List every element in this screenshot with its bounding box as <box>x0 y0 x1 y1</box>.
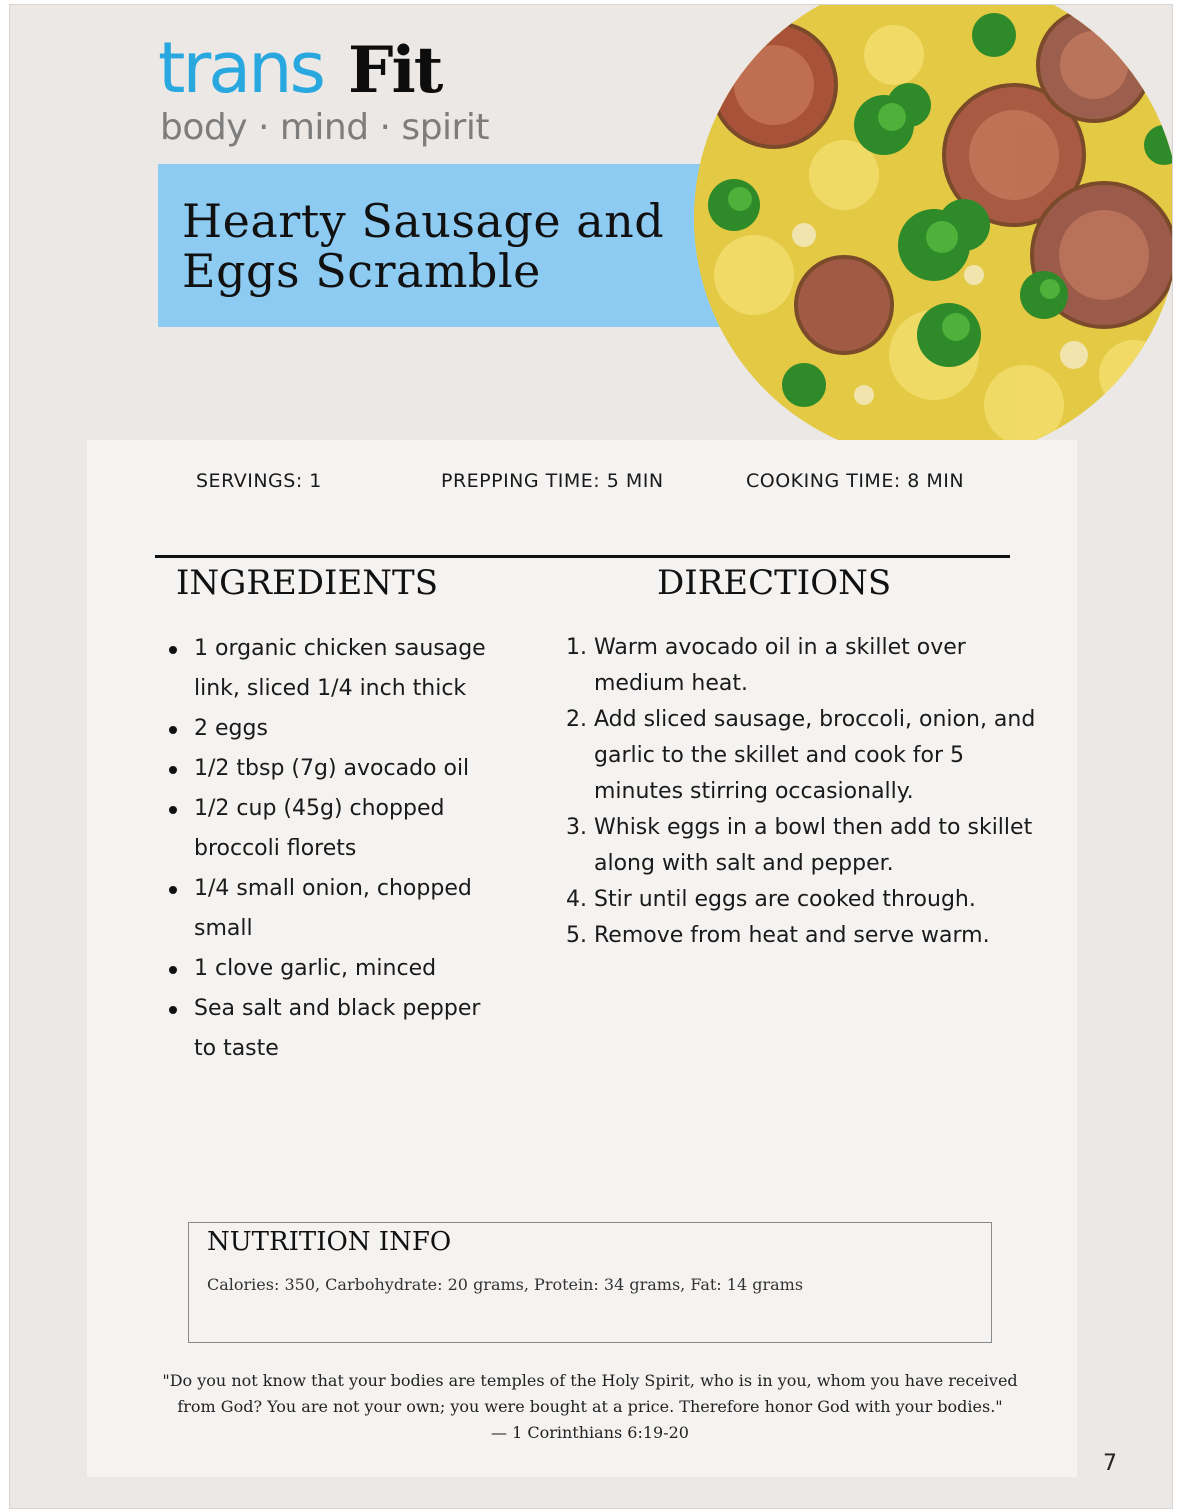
step-number: 4. <box>566 887 587 912</box>
direction-step <box>566 702 1046 810</box>
recipe-title-line2: Eggs Scramble <box>182 244 541 298</box>
quote-line: "Do you not know that your bodies are temples of the Holy Spirit, who is in you, whom you have received <box>162 1371 1018 1390</box>
direction-step <box>566 882 1046 918</box>
quote-citation: — 1 Corinthians 6:19-20 <box>491 1423 689 1442</box>
quote-line: from God? You are not your own; you were bought at a price. Therefore honor God with your bodies." <box>177 1397 1003 1416</box>
ingredient-item: 1 organic chicken sausage link, sliced 1/4 inch thick <box>168 629 488 709</box>
direction-step <box>566 918 1046 954</box>
page-number: 7 <box>1103 1451 1117 1476</box>
recipe-page <box>9 4 1173 1509</box>
ingredient-item: 1/2 tbsp (7g) avocado oil <box>168 749 488 789</box>
step-text: Remove from heat and serve warm. <box>594 923 990 948</box>
ingredients-list <box>168 629 488 1069</box>
ingredient-item: Sea salt and black pepper to taste <box>168 989 488 1069</box>
ingredient-item: 1 clove garlic, minced <box>168 949 488 989</box>
prep-time-label: PREPPING TIME: 5 MIN <box>441 470 664 492</box>
transfit-logo <box>158 27 489 153</box>
step-text: Whisk eggs in a bowl then add to skillet along with salt and pepper. <box>594 815 1033 876</box>
step-text: Stir until eggs are cooked through. <box>594 887 976 912</box>
directions-heading: DIRECTIONS <box>657 563 892 603</box>
step-number: 1. <box>566 635 587 660</box>
ingredient-item: 1/2 cup (45g) chopped broccoli florets <box>168 789 488 869</box>
step-text: Add sliced sausage, broccoli, onion, and garlic to the skillet and cook for 5 minutes stirring occasionally. <box>594 707 1036 804</box>
nutrition-heading: NUTRITION INFO <box>207 1227 452 1257</box>
servings-label: SERVINGS: 1 <box>196 470 322 492</box>
ingredient-item: 1/4 small onion, chopped small <box>168 869 488 949</box>
recipe-title <box>182 196 682 296</box>
step-number: 5. <box>566 923 587 948</box>
logo-trans-text: trans <box>158 27 323 109</box>
section-divider <box>155 555 1010 558</box>
dish-photo-illustration <box>694 4 1173 461</box>
step-number: 3. <box>566 815 587 840</box>
nutrition-box <box>188 1222 992 1343</box>
logo-tagline: body · mind · spirit <box>160 107 489 148</box>
cook-time-label: COOKING TIME: 8 MIN <box>746 470 965 492</box>
directions-list <box>566 630 1046 954</box>
logo-fit-text: Fit <box>348 33 442 108</box>
step-text: Warm avocado oil in a skillet over medium heat. <box>594 635 966 696</box>
nutrition-text: Calories: 350, Carbohydrate: 20 grams, Protein: 34 grams, Fat: 14 grams <box>207 1275 804 1294</box>
ingredients-heading: INGREDIENTS <box>176 563 438 603</box>
dish-photo <box>694 4 1173 461</box>
step-number: 2. <box>566 707 587 732</box>
direction-step <box>566 810 1046 882</box>
ingredient-item: 2 eggs <box>168 709 488 749</box>
scripture-quote <box>160 1368 1020 1446</box>
recipe-title-line1: Hearty Sausage and <box>182 194 665 248</box>
direction-step <box>566 630 1046 702</box>
